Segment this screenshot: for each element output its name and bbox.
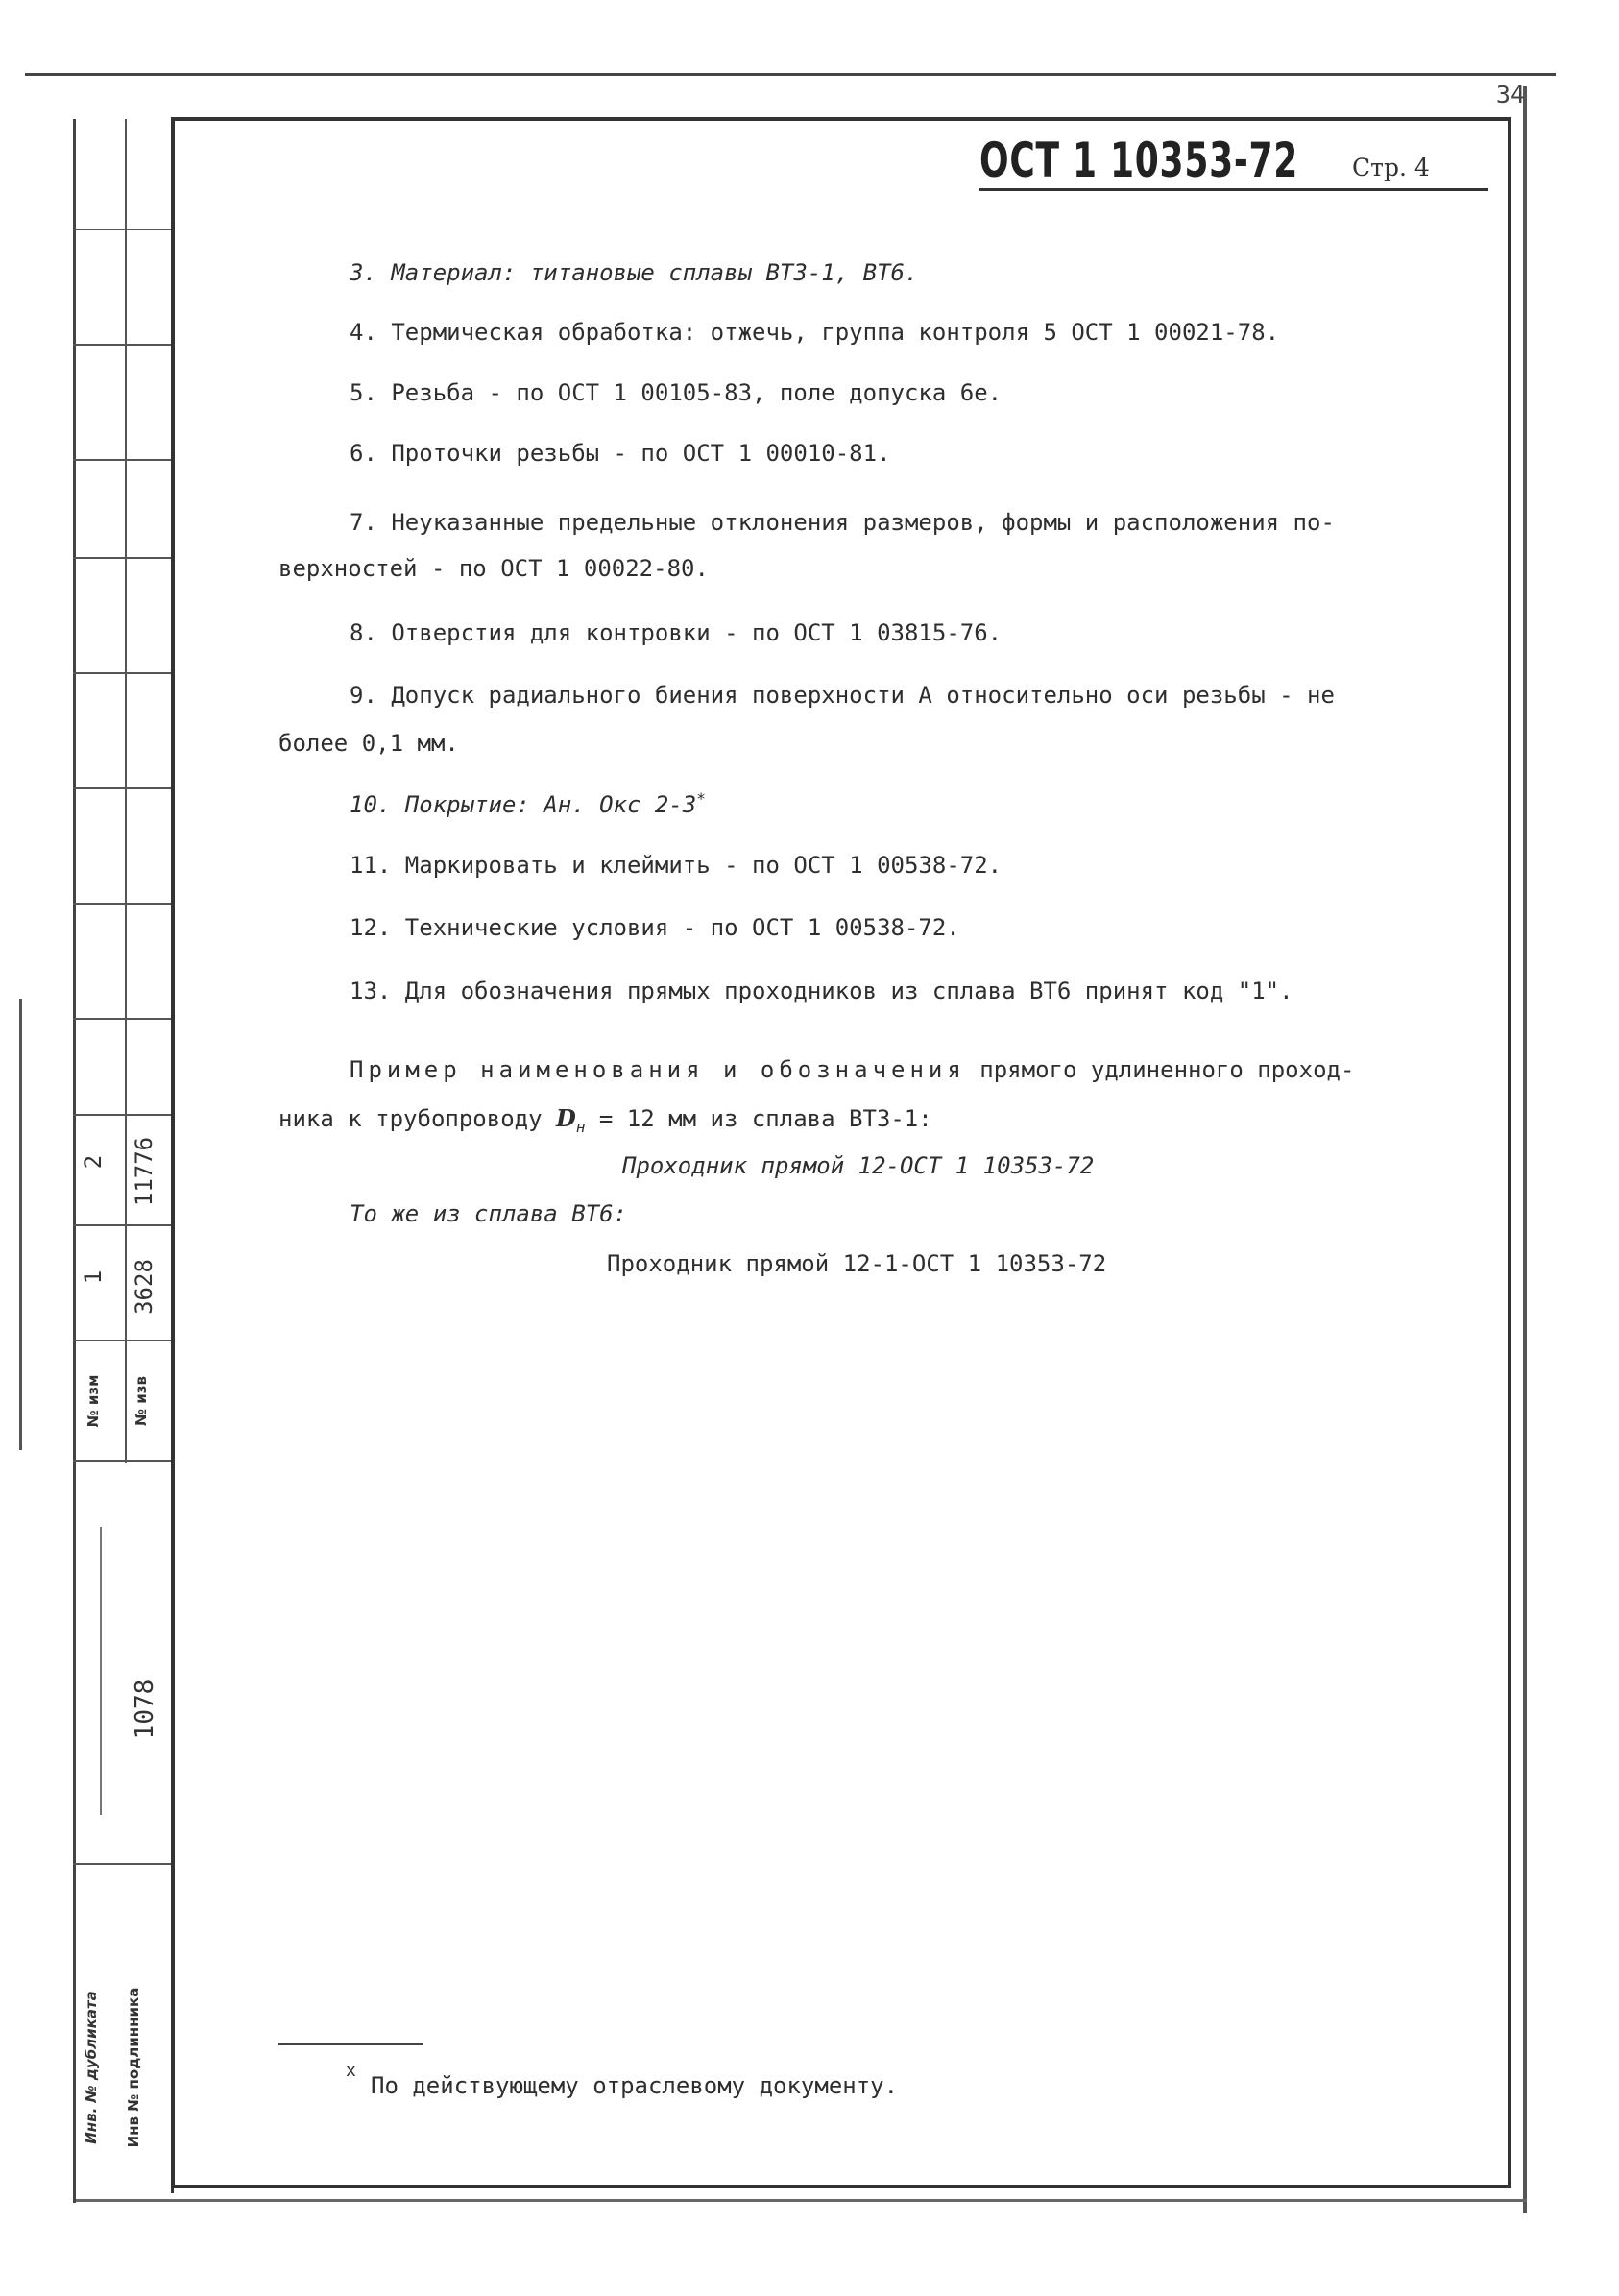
footnote-rule (278, 2043, 423, 2045)
side-table-inner-line (171, 119, 174, 2193)
side-table-label-izm: № изм (85, 1374, 102, 1428)
example-lead: Пример наименования и обозначения (350, 1056, 966, 1083)
side-table-column-line (125, 119, 127, 1463)
side-table-col2-value: 11776 (131, 1136, 157, 1207)
item-10-text: 10. Покрытие: Ан. Окс 2-3 (350, 791, 697, 818)
page-label: Стр. 4 (1352, 154, 1430, 181)
side-table-col2-value: 3628 (131, 1259, 157, 1315)
side-table-outer-line (73, 119, 76, 2203)
side-table-rule (73, 229, 171, 230)
side-table-rule (73, 1114, 171, 1116)
side-table-label-dublicate: Инв. № дубликата (83, 1991, 100, 2144)
side-table-value-1078: 1078 (131, 1679, 159, 1740)
top-border-line (25, 73, 1556, 76)
item-4: 4. Термическая обработка: отжечь, группа контроля 5 ОСТ 1 00021-78. (350, 319, 1280, 346)
side-table-label-izv: № изв (133, 1376, 150, 1426)
item-8: 8. Отверстия для контровки - по ОСТ 1 03815-76. (350, 619, 1003, 646)
side-table-col1-value: 2 (80, 1154, 107, 1170)
item-3: 3. Материал: титановые сплавы ВТ3-1, ВТ6. (350, 259, 919, 286)
item-7-line1: 7. Неуказанные предельные отклонения размеров, формы и расположения по- (350, 509, 1335, 536)
item-7-line2: верхностей - по ОСТ 1 00022-80. (278, 555, 709, 582)
example-line1-rest: прямого удлиненного проход- (979, 1056, 1355, 1083)
side-table-rule (73, 557, 171, 559)
side-table-rule (73, 903, 171, 905)
item-6: 6. Проточки резьбы - по ОСТ 1 00010-81. (350, 440, 891, 467)
footnote-mark: x (346, 2061, 356, 2081)
dn-subscript: н (575, 1117, 586, 1136)
page-number: 34 (1495, 81, 1525, 109)
item-9-line1: 9. Допуск радиального биения поверхности А относительно оси резьбы - не (350, 682, 1335, 709)
side-table-rule (73, 344, 171, 346)
margin-mark (19, 999, 22, 1450)
item-9-line2: более 0,1 мм. (278, 730, 459, 757)
same-from-bt6: То же из сплава ВТ6: (350, 1200, 627, 1227)
side-table-rule (73, 672, 171, 674)
example-line2 (278, 1104, 932, 1136)
designation-1: Проходник прямой 12-ОСТ 1 10353-72 (622, 1152, 1095, 1179)
example-line2-b: = 12 мм из сплава ВТ3-1: (598, 1105, 932, 1132)
side-table-rule (73, 1018, 171, 1020)
item-5: 5. Резьба - по ОСТ 1 00105-83, поле допуска 6e. (350, 379, 1003, 406)
item-10 (350, 789, 706, 818)
side-table-rule (73, 787, 171, 789)
side-table-rule (73, 1460, 171, 1462)
example-line2-a: ника к трубопроводу (278, 1105, 543, 1132)
item-12: 12. Технические условия - по ОСТ 1 00538-72. (350, 914, 960, 941)
example-line1 (350, 1056, 1354, 1083)
side-table-rule (73, 1863, 171, 1865)
footnote-text: По действующему отраслевому документу. (371, 2072, 899, 2099)
side-table-rule (73, 459, 171, 461)
item-11: 11. Маркировать и клеймить - по ОСТ 1 00538-72. (350, 852, 1003, 879)
header-underline (979, 188, 1488, 191)
dn-symbol: D (556, 1104, 576, 1132)
footnote-marker: * (696, 789, 706, 808)
item-13: 13. Для обозначения прямых проходников из сплава ВТ6 принят код "1". (350, 978, 1293, 1004)
frame-bottom-edge (73, 2199, 1527, 2202)
side-table-label-original: Инв № подлинника (125, 1987, 142, 2148)
side-table-rule (73, 1340, 171, 1341)
designation-2: Проходник прямой 12-1-ОСТ 1 10353-72 (607, 1250, 1107, 1277)
frame-right-edge (1523, 86, 1527, 2213)
side-table-col1-value: 1 (80, 1269, 107, 1285)
side-table-rule (73, 1224, 171, 1226)
margin-mark (100, 1527, 102, 1815)
document-code: ОСТ 1 10353-72 (979, 133, 1299, 188)
